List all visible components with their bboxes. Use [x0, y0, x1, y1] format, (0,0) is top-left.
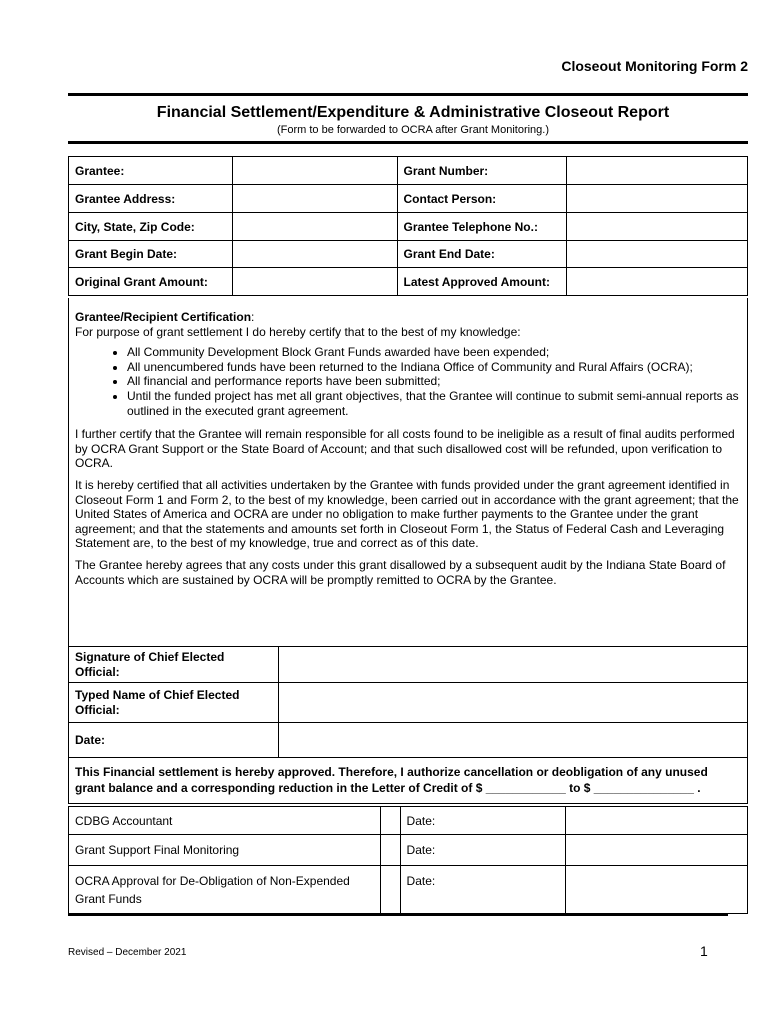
field-label: Date: [69, 723, 279, 758]
approval-label: CDBG Accountant [69, 807, 381, 835]
date-input[interactable] [566, 835, 748, 866]
grant-support-row [69, 835, 748, 866]
city-state-zip-row [69, 213, 748, 241]
list-item: • Until the funded project has met all grant objectives, that the Grantee will continue to submit semi-annual reports as outlined in the executed grant agreement. [127, 389, 741, 418]
field-label: Grant End Date: [397, 241, 567, 268]
latest-approved-amount-input[interactable] [567, 268, 748, 296]
bottom-rule [68, 914, 728, 916]
field-label: Contact Person: [397, 185, 567, 213]
field-label: Original Grant Amount: [69, 268, 233, 296]
title-rule [68, 141, 748, 144]
date-label: Date: [400, 866, 566, 914]
grant-begin-date-input[interactable] [232, 241, 397, 268]
revised-date: Revised – December 2021 [68, 947, 187, 958]
grantee-row [69, 157, 748, 185]
certification-section [68, 298, 748, 646]
certification-paragraph: The Grantee hereby agrees that any costs under this grant disallowed by a subsequent audit by the Indiana State Board of Accounts which are sustained by OCRA will be promptly remitted to OCRA by the Grantee. [75, 557, 726, 587]
page-title: Financial Settlement/Expenditure & Administrative Closeout Report [156, 104, 670, 121]
grantee-info-table [68, 156, 748, 296]
grant-number-input[interactable] [567, 157, 748, 185]
certification-heading-text: Grantee/Recipient Certification [75, 310, 252, 324]
approval-check-cell[interactable] [380, 866, 400, 914]
signature-row [69, 647, 748, 683]
date-input[interactable] [566, 866, 748, 914]
field-label: Typed Name of Chief Elected Official: [69, 683, 279, 723]
approval-label: OCRA Approval for De-Obligation of Non-Expended Grant Funds [69, 866, 381, 914]
grant-end-date-input[interactable] [567, 241, 748, 268]
grantee-input[interactable] [232, 157, 397, 185]
certification-paragraph: I further certify that the Grantee will remain responsible for all costs found to be ineligible as a result of final audits performed by OCRA Grant Support or the State Board of Account; and that such disallowed cost will be refunded, upon verification to OCRA. [75, 427, 735, 471]
typed-name-input[interactable] [278, 683, 747, 723]
approval-check-cell[interactable] [380, 807, 400, 835]
approval-label: Grant Support Final Monitoring [69, 835, 381, 866]
field-label: Signature of Chief Elected Official: [69, 647, 279, 683]
contact-person-input[interactable] [567, 185, 748, 213]
field-label: Latest Approved Amount: [397, 268, 567, 296]
grant-amount-row [69, 268, 748, 296]
field-label: Grant Number: [397, 157, 567, 185]
date-input[interactable] [566, 807, 748, 835]
typed-name-row [69, 683, 748, 723]
certification-paragraph: It is hereby certified that all activities undertaken by the Grantee with funds provided under the grant agreement identified in Closeout Form 1 and Form 2, to the best of my knowledge, been carried out in accordance with the grant agreement; that the United States of America and OCRA are under no obligation to make further payments to the Grantee under the grant agreement; and that the statements and amounts set forth in Closeout Form 1, the Status of Federal Cash and Leveraging Statement are, to the best of my knowledge, true and correct as of this date. [75, 477, 739, 551]
page-subtitle: (Form to be forwarded to OCRA after Grant Monitoring.) [276, 124, 550, 136]
signature-input[interactable] [278, 647, 747, 683]
telephone-input[interactable] [567, 213, 748, 241]
field-label: Grant Begin Date: [69, 241, 233, 268]
field-label: Grantee Telephone No.: [397, 213, 567, 241]
header-rule [68, 93, 748, 96]
grantee-address-row [69, 185, 748, 213]
list-item: • All financial and performance reports have been submitted; [127, 374, 741, 389]
certification-heading-colon: : [251, 310, 255, 324]
certification-list [75, 345, 741, 418]
approval-statement [68, 750, 748, 804]
field-label: Grantee: [69, 157, 233, 185]
grant-dates-row [69, 241, 748, 268]
certification-intro: For purpose of grant settlement I do hereby certify that to the best of my knowledge: [75, 324, 521, 339]
list-item: • All unencumbered funds have been returned to the Indiana Office of Community and Rural Affairs (OCRA); [127, 360, 741, 375]
page-number: 1 [700, 943, 708, 959]
certification-heading [75, 310, 741, 325]
approval-line: This Financial settlement is hereby approved. Therefore, I authorize cancellation or deobligation of any unused [75, 765, 708, 779]
ocra-approval-row [69, 866, 748, 914]
date-label: Date: [400, 807, 566, 835]
form-id: Closeout Monitoring Form 2 [561, 58, 748, 74]
city-state-zip-input[interactable] [232, 213, 397, 241]
grantee-address-input[interactable] [232, 185, 397, 213]
list-item: • All Community Development Block Grant Funds awarded have been expended; [127, 345, 741, 360]
signature-table [68, 646, 748, 758]
field-label: City, State, Zip Code: [69, 213, 233, 241]
original-grant-amount-input[interactable] [232, 268, 397, 296]
date-label: Date: [400, 835, 566, 866]
approval-table [68, 806, 748, 914]
cdbg-accountant-row [69, 807, 748, 835]
field-label: Grantee Address: [69, 185, 233, 213]
approval-line: grant balance and a corresponding reduction in the Letter of Credit of $ ____________ to $ _______________ . [75, 781, 701, 795]
approval-check-cell[interactable] [380, 835, 400, 866]
